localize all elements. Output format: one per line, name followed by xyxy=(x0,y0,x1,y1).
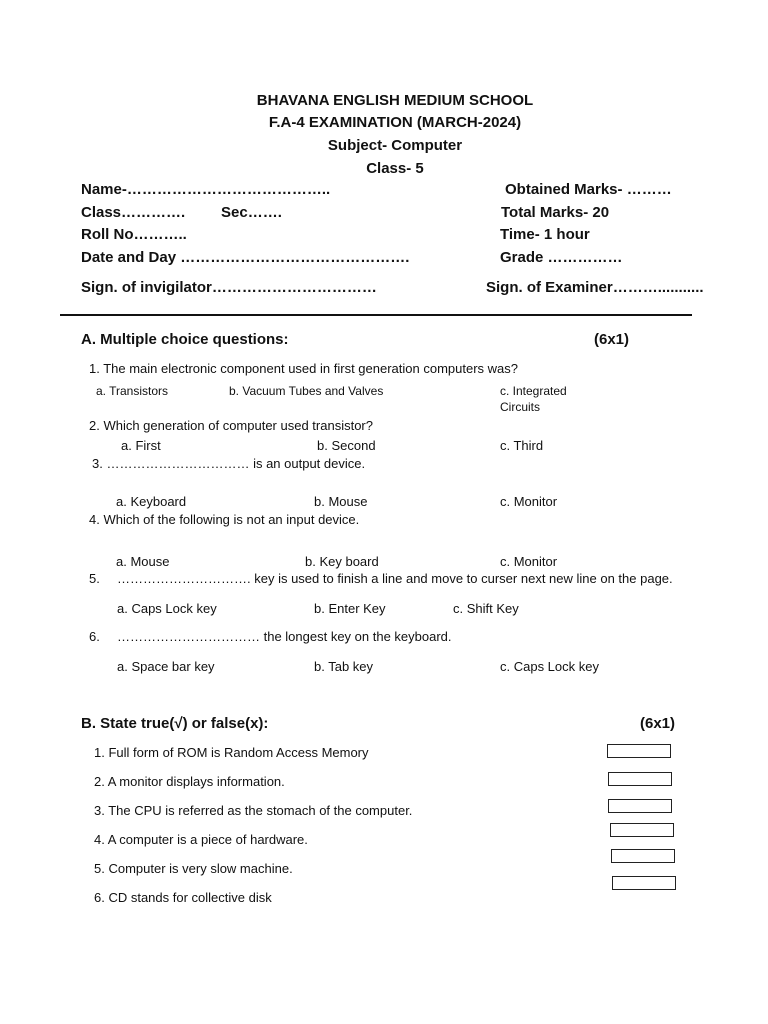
question-4: 4. Which of the following is not an input device. xyxy=(89,512,360,527)
class-line: Class- 5 xyxy=(366,160,424,177)
q1-option-a: a. Transistors xyxy=(96,384,169,398)
tf-answer-box-2[interactable] xyxy=(608,772,672,786)
grade-field: Grade …………… xyxy=(500,249,623,266)
tf-statement-4: 4. A computer is a piece of hardware. xyxy=(94,832,308,847)
q3-option-c: c. Monitor xyxy=(500,494,558,509)
q5-option-c: c. Shift Key xyxy=(453,601,519,616)
tf-statement-5: 5. Computer is very slow machine. xyxy=(94,861,293,876)
q3-option-b: b. Mouse xyxy=(314,494,368,509)
roll-no-field: Roll No……….. xyxy=(81,226,187,243)
section-b-marks: (6x1) xyxy=(640,715,676,732)
date-day-field: Date and Day ………………………………………. xyxy=(81,249,410,266)
name-field: Name-………………………………….. xyxy=(81,181,331,198)
tf-answer-box-6[interactable] xyxy=(612,876,676,890)
q5-option-b: b. Enter Key xyxy=(314,601,386,616)
q1-option-c-continued: Circuits xyxy=(500,400,541,414)
question-6-number: 6. xyxy=(89,629,100,644)
examiner-signature-field: Sign. of Examiner………........... xyxy=(486,279,704,296)
q4-option-c: c. Monitor xyxy=(500,554,558,569)
tf-answer-box-5[interactable] xyxy=(611,849,675,863)
q1-option-c: c. Integrated xyxy=(500,384,567,398)
q6-option-b: b. Tab key xyxy=(314,659,374,674)
q2-option-a: a. First xyxy=(121,438,161,453)
q5-option-a: a. Caps Lock key xyxy=(117,601,217,616)
q1-option-b: b. Vacuum Tubes and Valves xyxy=(229,384,384,398)
q2-option-b: b. Second xyxy=(317,438,376,453)
section-b-title: B. State true(√) or false(x): xyxy=(81,715,269,732)
exam-title: F.A-4 EXAMINATION (MARCH-2024) xyxy=(268,114,522,131)
obtained-marks-field: Obtained Marks- ……… xyxy=(505,181,672,198)
q2-option-c: c. Third xyxy=(500,438,544,453)
q4-option-b: b. Key board xyxy=(305,554,379,569)
tf-statement-2: 2. A monitor displays information. xyxy=(94,774,285,789)
invigilator-signature-field: Sign. of invigilator…………………………… xyxy=(81,279,377,296)
tf-statement-1: 1. Full form of ROM is Random Access Memory xyxy=(94,745,369,760)
q6-option-a: a. Space bar key xyxy=(117,659,215,674)
section-field: Sec……. xyxy=(221,204,282,221)
class-field: Class…………. xyxy=(81,204,186,221)
subject-line: Subject- Computer xyxy=(327,137,463,154)
section-a-marks: (6x1) xyxy=(594,331,630,348)
divider-line xyxy=(60,314,692,316)
tf-answer-box-1[interactable] xyxy=(607,744,671,758)
question-1: 1. The main electronic component used in first generation computers was? xyxy=(89,361,518,376)
question-5: …………………………. key is used to finish a line and move to curser next new line on the page. xyxy=(117,571,673,586)
q6-option-c: c. Caps Lock key xyxy=(500,659,599,674)
total-marks-field: Total Marks- 20 xyxy=(501,204,610,221)
question-5-number: 5. xyxy=(89,571,100,586)
tf-answer-box-3[interactable] xyxy=(608,799,672,813)
tf-answer-box-4[interactable] xyxy=(610,823,674,837)
tf-statement-3: 3. The CPU is referred as the stomach of the computer. xyxy=(94,803,413,818)
question-6: …………………………… the longest key on the keyboard. xyxy=(117,629,452,644)
section-a-title: A. Multiple choice questions: xyxy=(81,331,289,348)
time-field: Time- 1 hour xyxy=(500,226,590,243)
q3-option-a: a. Keyboard xyxy=(116,494,187,509)
tf-statement-6: 6. CD stands for collective disk xyxy=(94,890,272,905)
school-name: BHAVANA ENGLISH MEDIUM SCHOOL xyxy=(256,92,534,109)
q4-option-a: a. Mouse xyxy=(116,554,170,569)
question-3: 3. …………………………… is an output device. xyxy=(92,456,366,471)
question-2: 2. Which generation of computer used transistor? xyxy=(89,418,373,433)
